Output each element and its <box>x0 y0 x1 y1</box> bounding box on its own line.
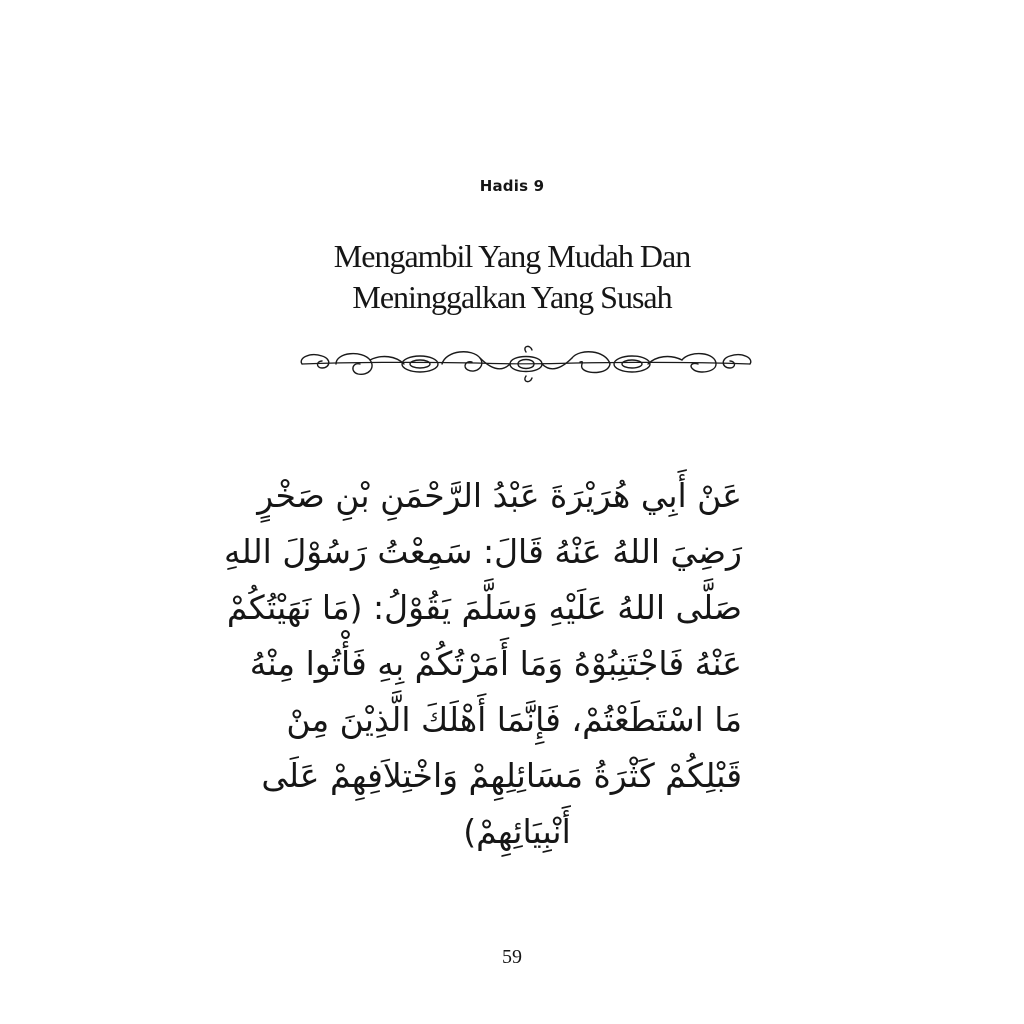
hadith-line-3: صَلَّى اللهُ عَلَيْهِ وَسَلَّمَ يَقُوْلُ: (مَا نَهَيْتُكُمْ <box>226 588 742 627</box>
page-title-line-2: Meninggalkan Yang Susah <box>352 279 672 315</box>
hadith-line-7: أَنْبِيَائِهِمْ) <box>463 812 571 851</box>
page-title <box>212 236 812 318</box>
flourish-divider-icon <box>296 340 756 390</box>
page-title-line-1: Mengambil Yang Mudah Dan <box>333 238 691 274</box>
hadith-line-2: رَضِيَ اللهُ عَنْهُ قَالَ: سَمِعْتُ رَسُوْلَ اللهِ <box>223 532 742 571</box>
hadith-number-label: Hadis 9 <box>479 177 545 195</box>
page-number: 59 <box>502 946 522 968</box>
hadith-arabic-text <box>223 468 742 860</box>
hadith-line-6: قَبْلِكُمْ كَثْرَةُ مَسَائِلِهِمْ وَاخْتِلاَفِهِمْ عَلَى <box>261 756 742 795</box>
hadith-line-5: مَا اسْتَطَعْتُمْ، فَإِنَّمَا أَهْلَكَ الَّذِيْنَ مِنْ <box>286 700 742 739</box>
hadith-line-1: عَنْ أَبِي هُرَيْرَةَ عَبْدُ الرَّحْمَنِ بْنِ صَخْرٍ <box>257 476 742 515</box>
hadith-line-4: عَنْهُ فَاجْتَنِبُوْهُ وَمَا أَمَرْتُكُمْ بِهِ فَأْتُوا مِنْهُ <box>249 644 742 683</box>
